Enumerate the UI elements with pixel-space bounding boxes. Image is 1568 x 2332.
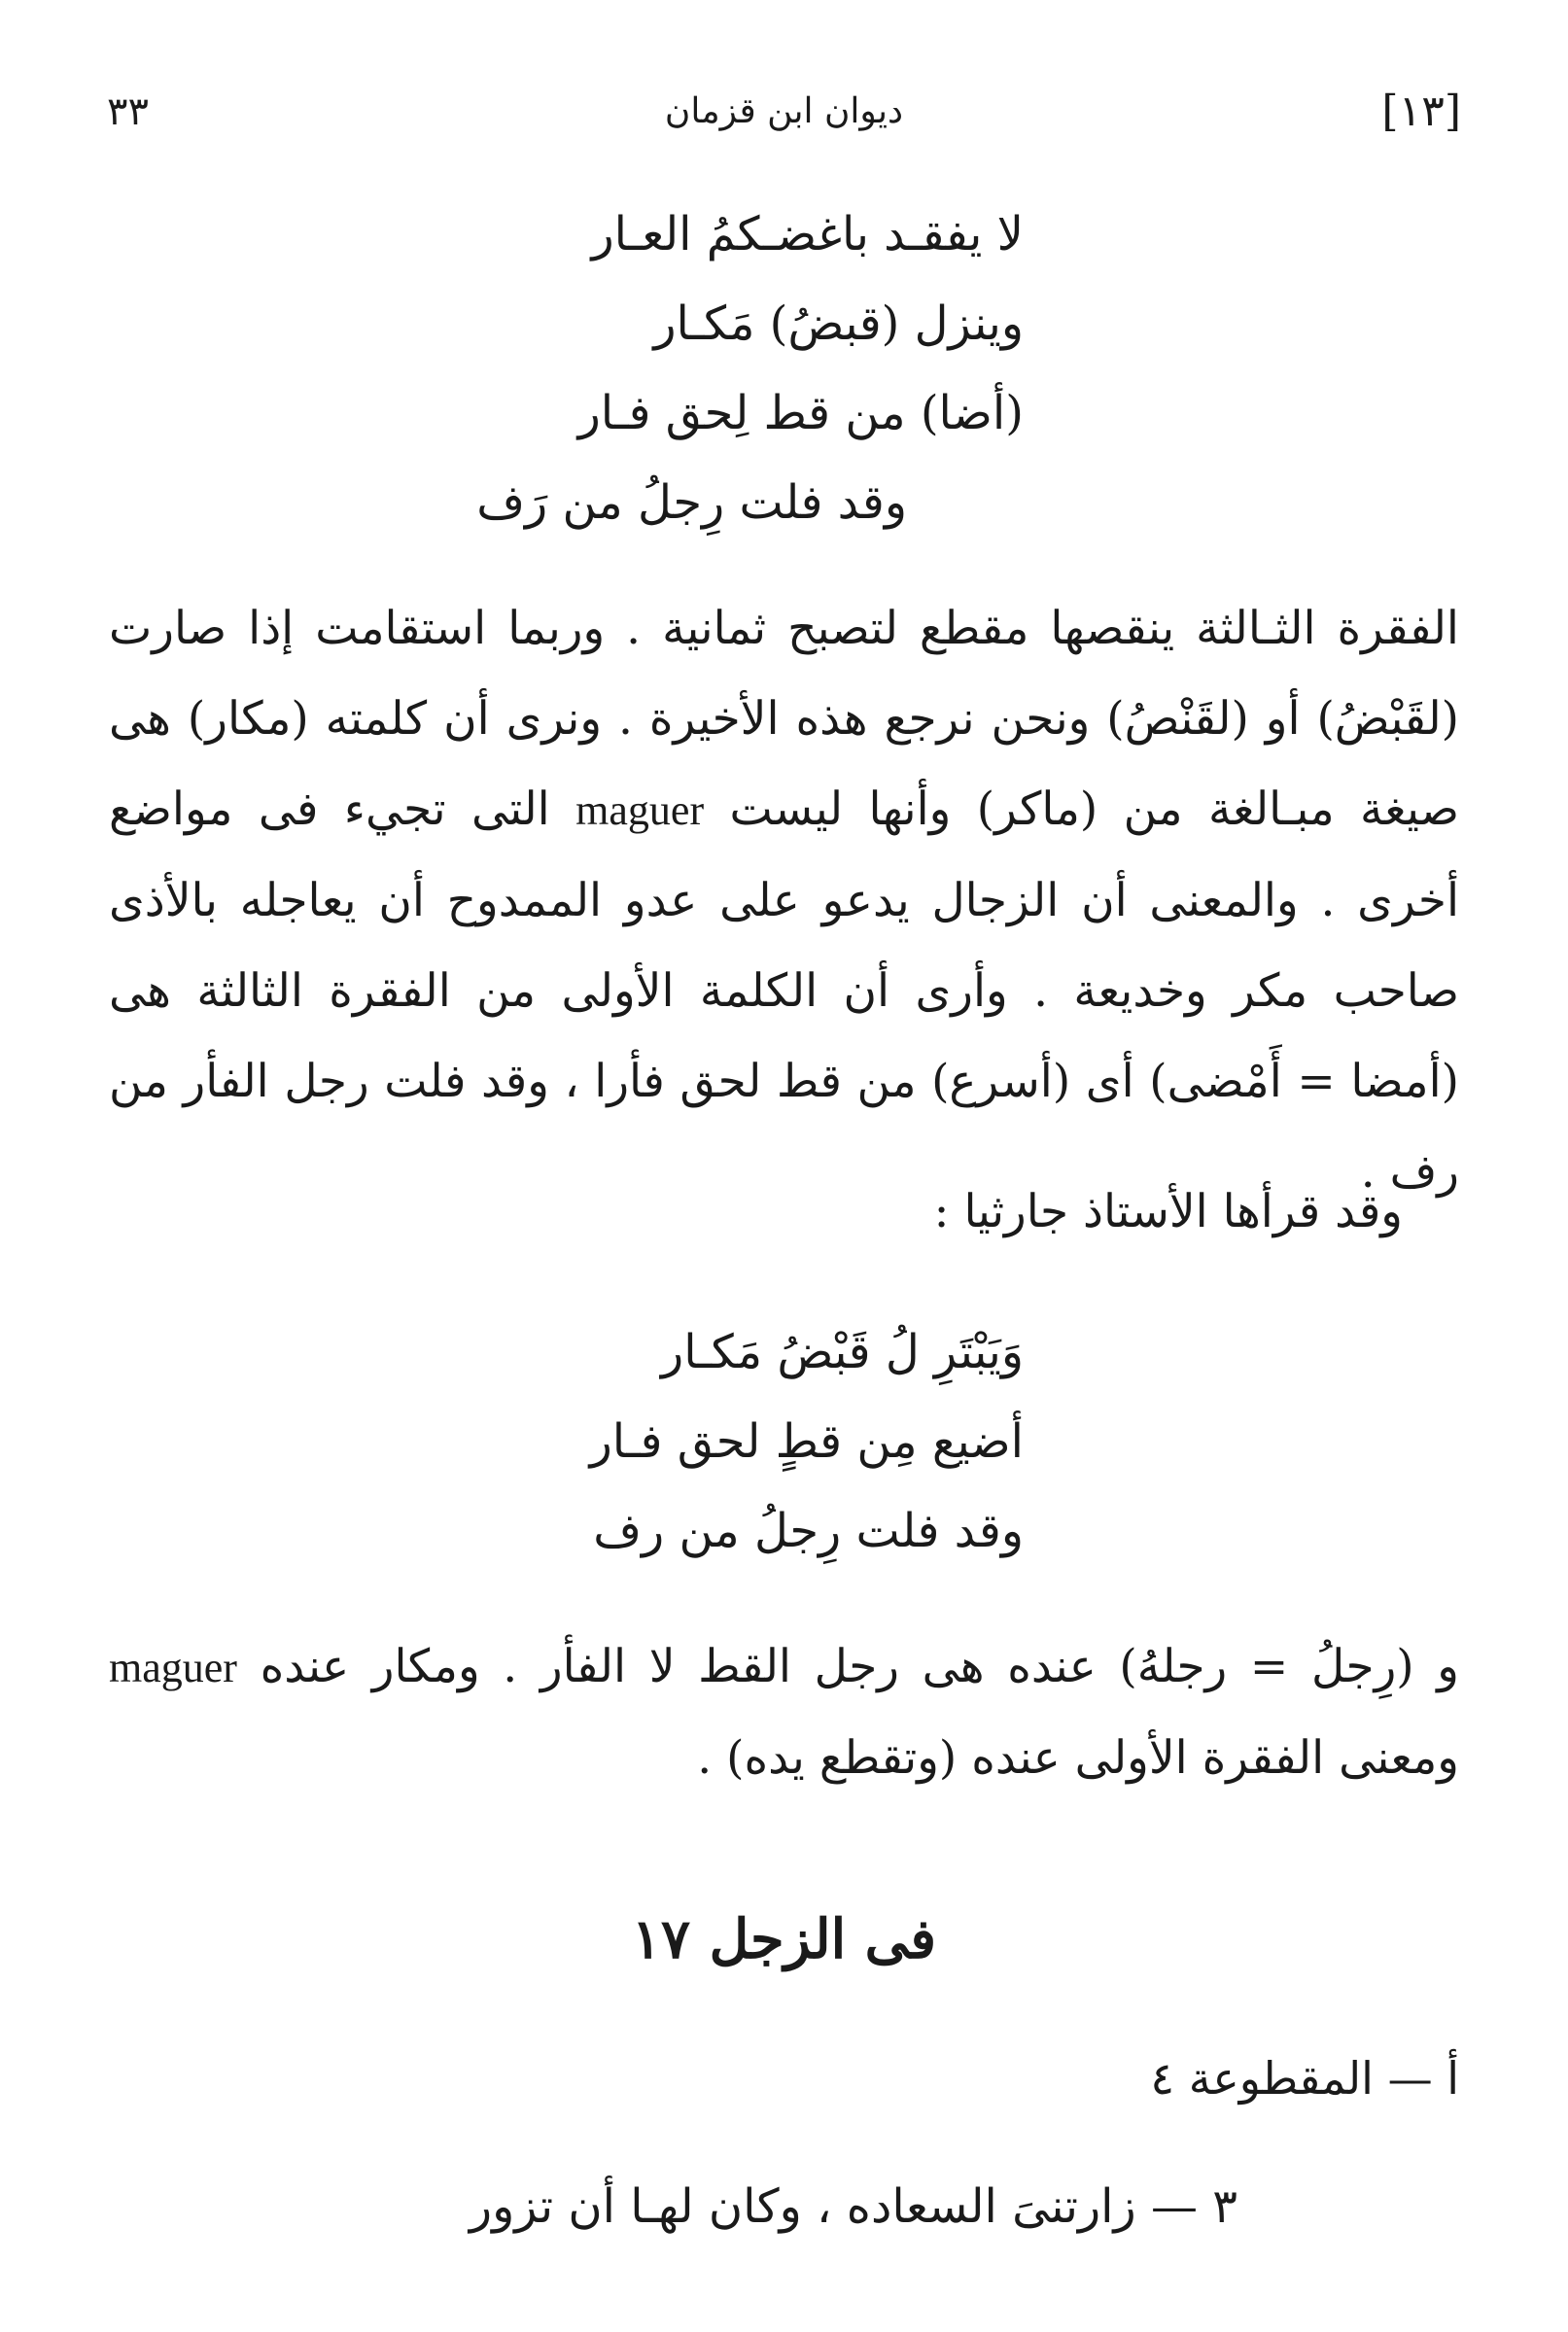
running-title: ديوان ابن قزمان: [664, 91, 904, 131]
paragraph-line: الفقرة الثـالثة ينقصها مقطع لتصبح ثمانية . وربما استقامت إذا صارت: [109, 602, 1459, 655]
section-label: أ — المقطوعة ٤: [1150, 2052, 1459, 2105]
verse-line: (أضا) من قط لِحق فـار: [577, 386, 1024, 440]
latin-term: maguer: [575, 786, 705, 834]
verse-line: أضيع مِن قطٍ لحق فـار: [589, 1414, 1024, 1469]
running-head: [107, 83, 1461, 141]
paragraph-line: أخرى . والمعنى أن الزجال يدعو على عدو الممدوح أن يعاجله بالأذى صاحب: [109, 874, 1459, 1018]
paragraph-line: وقد قرأها الأستاذ جارثيا :: [933, 1185, 1403, 1238]
verse-line: وينزل (قبضُ) مَكـار: [653, 296, 1024, 351]
latin-term: maguer: [109, 1644, 237, 1691]
verse-line: لا يفقـد باغضـكمُ العـار: [591, 207, 1024, 261]
section-heading: فى الزجل ١٧: [631, 1907, 937, 1971]
verse-line: ٣ — زارتنىَ السعاده ، وكان لهـا أن تزور: [469, 2179, 1237, 2234]
paragraph-line: ومعنى الفقرة الأولى عنده (وتقطع يده) .: [697, 1731, 1459, 1785]
paragraph-line: (لقَبْضُ) أو (لقَنْصُ) ونحن نرجع هذه الأخيرة . ونرى أن كلمته (مكار): [187, 692, 1459, 746]
verse-line: وَيَبْتَرِ لُ قَبْضُ مَكـار: [661, 1325, 1024, 1379]
chapter-number: [١٣]: [1381, 87, 1461, 136]
paragraph-1: [109, 583, 1459, 1217]
paragraph-line: و (رِجلُ = رجلهُ) عنده هى رجل القط لا الفأر . ومكار عنده: [260, 1640, 1459, 1693]
paragraph-line: مكر وخديعة . وأرى أن الكلمة الأولى من الفقرة الثالثة هى (أمضا = أَمْضى): [109, 964, 1459, 1108]
verse-line: وقد فلت رِجلُ من رف: [593, 1504, 1024, 1558]
paragraph-2: [109, 1166, 1403, 1257]
paragraph-line: التى تجيء فى مواضع: [109, 783, 550, 836]
paragraph-line: أى (أسرع) من قط لحق فأرا ، وقد فلت رجل الفأر من رف .: [109, 1055, 1459, 1199]
paragraph-3: [109, 1621, 1459, 1803]
verse-line: وقد فلت رِجلُ من رَف: [476, 475, 907, 530]
verse-block-2: [590, 1307, 1024, 1576]
paragraph-line: هى صيغة مبـالغة من (ماكر) وأنها ليست: [109, 692, 1459, 836]
page-number: ٣٣: [107, 89, 149, 134]
verse-block-1: [360, 190, 1024, 547]
